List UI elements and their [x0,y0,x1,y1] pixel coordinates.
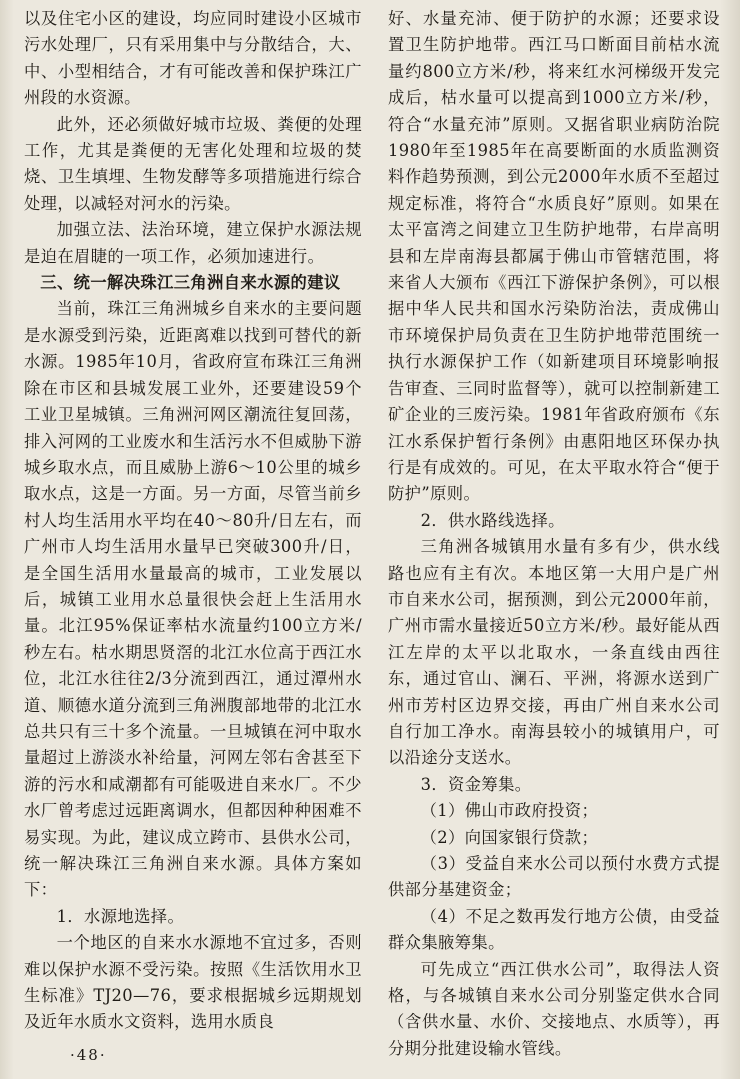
subsection-heading: 2．供水路线选择。 [420,510,565,530]
paragraph: 当前，珠江三角洲城乡自来水的主要问题是水源受到污染，近距离难以找到可替代的新水源。1985年10月，省政府宣布珠江三角洲除在市区和县城发展工业外，还要建设59个工业卫星城镇。三角洲河网区潮流往复回荡，排入河网的工业废水和生活污水不但威胁下游城乡取水点，而且威胁上游6～10公里的城乡取水点，这是一方面。另一方面，尽管当前乡村人均生活用水平均在40～80升/日左右，而广州市人均生活用水量早已突破300升/日，是全国生活用水量最高的城市，工业发展以后，城镇工业用水总量很快会赶上生活用水量。北江95%保证率枯水流量约100立方米/秒左右。枯水期思贤滘的北江水位高于西江水位，北江水往往2/3分流到西江，通过潭州水道、顺德水道分流到三角洲腹部地带的北江水总共只有三十多个流量。一旦城镇在河中取水量超过上游淡水补给量，河网左邻右舍甚至下游的污水和咸潮都有可能吸进自来水厂。不少水厂曾考虑过远距离调水，但都因种种困难不易实现。为此，建议成立跨市、县供水公司，统一解决珠江三角洲自来水源。具体方案如下： [24,299,362,900]
list-item: （1）佛山市政府投资； [420,801,599,821]
right-column [388,6,720,1062]
paragraph: 一个地区的自来水水源地不宜过多，否则难以保护水源不受污染。按照《生活饮用水卫生标准》TJ20—76，要求根据城乡远期规划及近年水质水文资料，选用水质良 [24,933,362,1032]
paragraph: 加强立法、法治环境，建立保护水源法规是迫在眉睫的一项工作，必须加速进行。 [24,220,362,266]
paragraph: 三角洲各城镇用水量有多有少，供水线路也应有主有次。本地区第一大用户是广州市自来水公司，据预测，到公元2000年前，广州市需水量接近50立方米/秒。最好能从西江左岸的太平以北取水，一条直线由西往东，通过官山、澜石、平洲，将源水送到广州市芳村区边界交接，再由广州自来水公司自行加工净水。南海县较小的城镇用户，可以沿途分支送水。 [388,537,720,768]
paragraph: 以及住宅小区的建设，均应同时建设小区城市污水处理厂，只有采用集中与分散结合，大、中、小型相结合，才有可能改善和保护珠江广州段的水资源。 [24,9,362,108]
list-item: （4）不足之数再发行地方公债，由受益群众集腋筹集。 [388,906,720,953]
list-item: （2）向国家银行贷款； [420,827,599,847]
subsection-heading: 3．资金筹集。 [420,774,532,794]
page-number: ·48· [70,1046,107,1064]
list-item: （3）受益自来水公司以预付水费方式提供部分基建资金； [388,854,720,900]
paragraph: 好、水量充沛、便于防护的水源；还要求设置卫生防护地带。西江马口断面目前枯水流量约800立方米/秒，将来红水河梯级开发完成后，枯水量可以提高到1000立方米/秒，符合“水量充沛”原则。又据省职业病防治院1980年至1985年在高要断面的水质监测资料作趋势预测，到公元2000年水质不至超过规定标准，将符合“水质良好”原则。如果在太平富湾之间建立卫生防护地带，右岸高明县和左岸南海县都属于佛山市管辖范围，将来省人大颁布《西江下游保护条例》，可以根据中华人民共和国水污染防治法，责成佛山市环境保护局负责在卫生防护地带范围统一执行水源保护工作（如新建项目环境影响报告审查、三同时监督等），就可以控制新建工矿企业的三废污染。1981年省政府颁布《东江水系保护暂行条例》由惠阳地区环保办执行是有成效的。可见，在太平取水符合“便于防护”原则。 [388,9,720,504]
subsection-heading: 1．水源地选择。 [56,906,185,926]
paragraph: 可先成立“西江供水公司”，取得法人资格，与各城镇自来水公司分别鉴定供水合同（含供水量、水价、交接地点、水质等），再分期分批建设输水管线。 [388,959,720,1058]
left-column [24,6,362,1036]
section-heading: 三、统一解决珠江三角洲自来水源的建议 [40,273,341,293]
paragraph: 此外，还必须做好城市垃圾、粪便的处理工作，尤其是粪便的无害化处理和垃圾的焚烧、卫生填埋、生物发酵等多项措施进行综合处理，以减轻对河水的污染。 [24,114,362,213]
